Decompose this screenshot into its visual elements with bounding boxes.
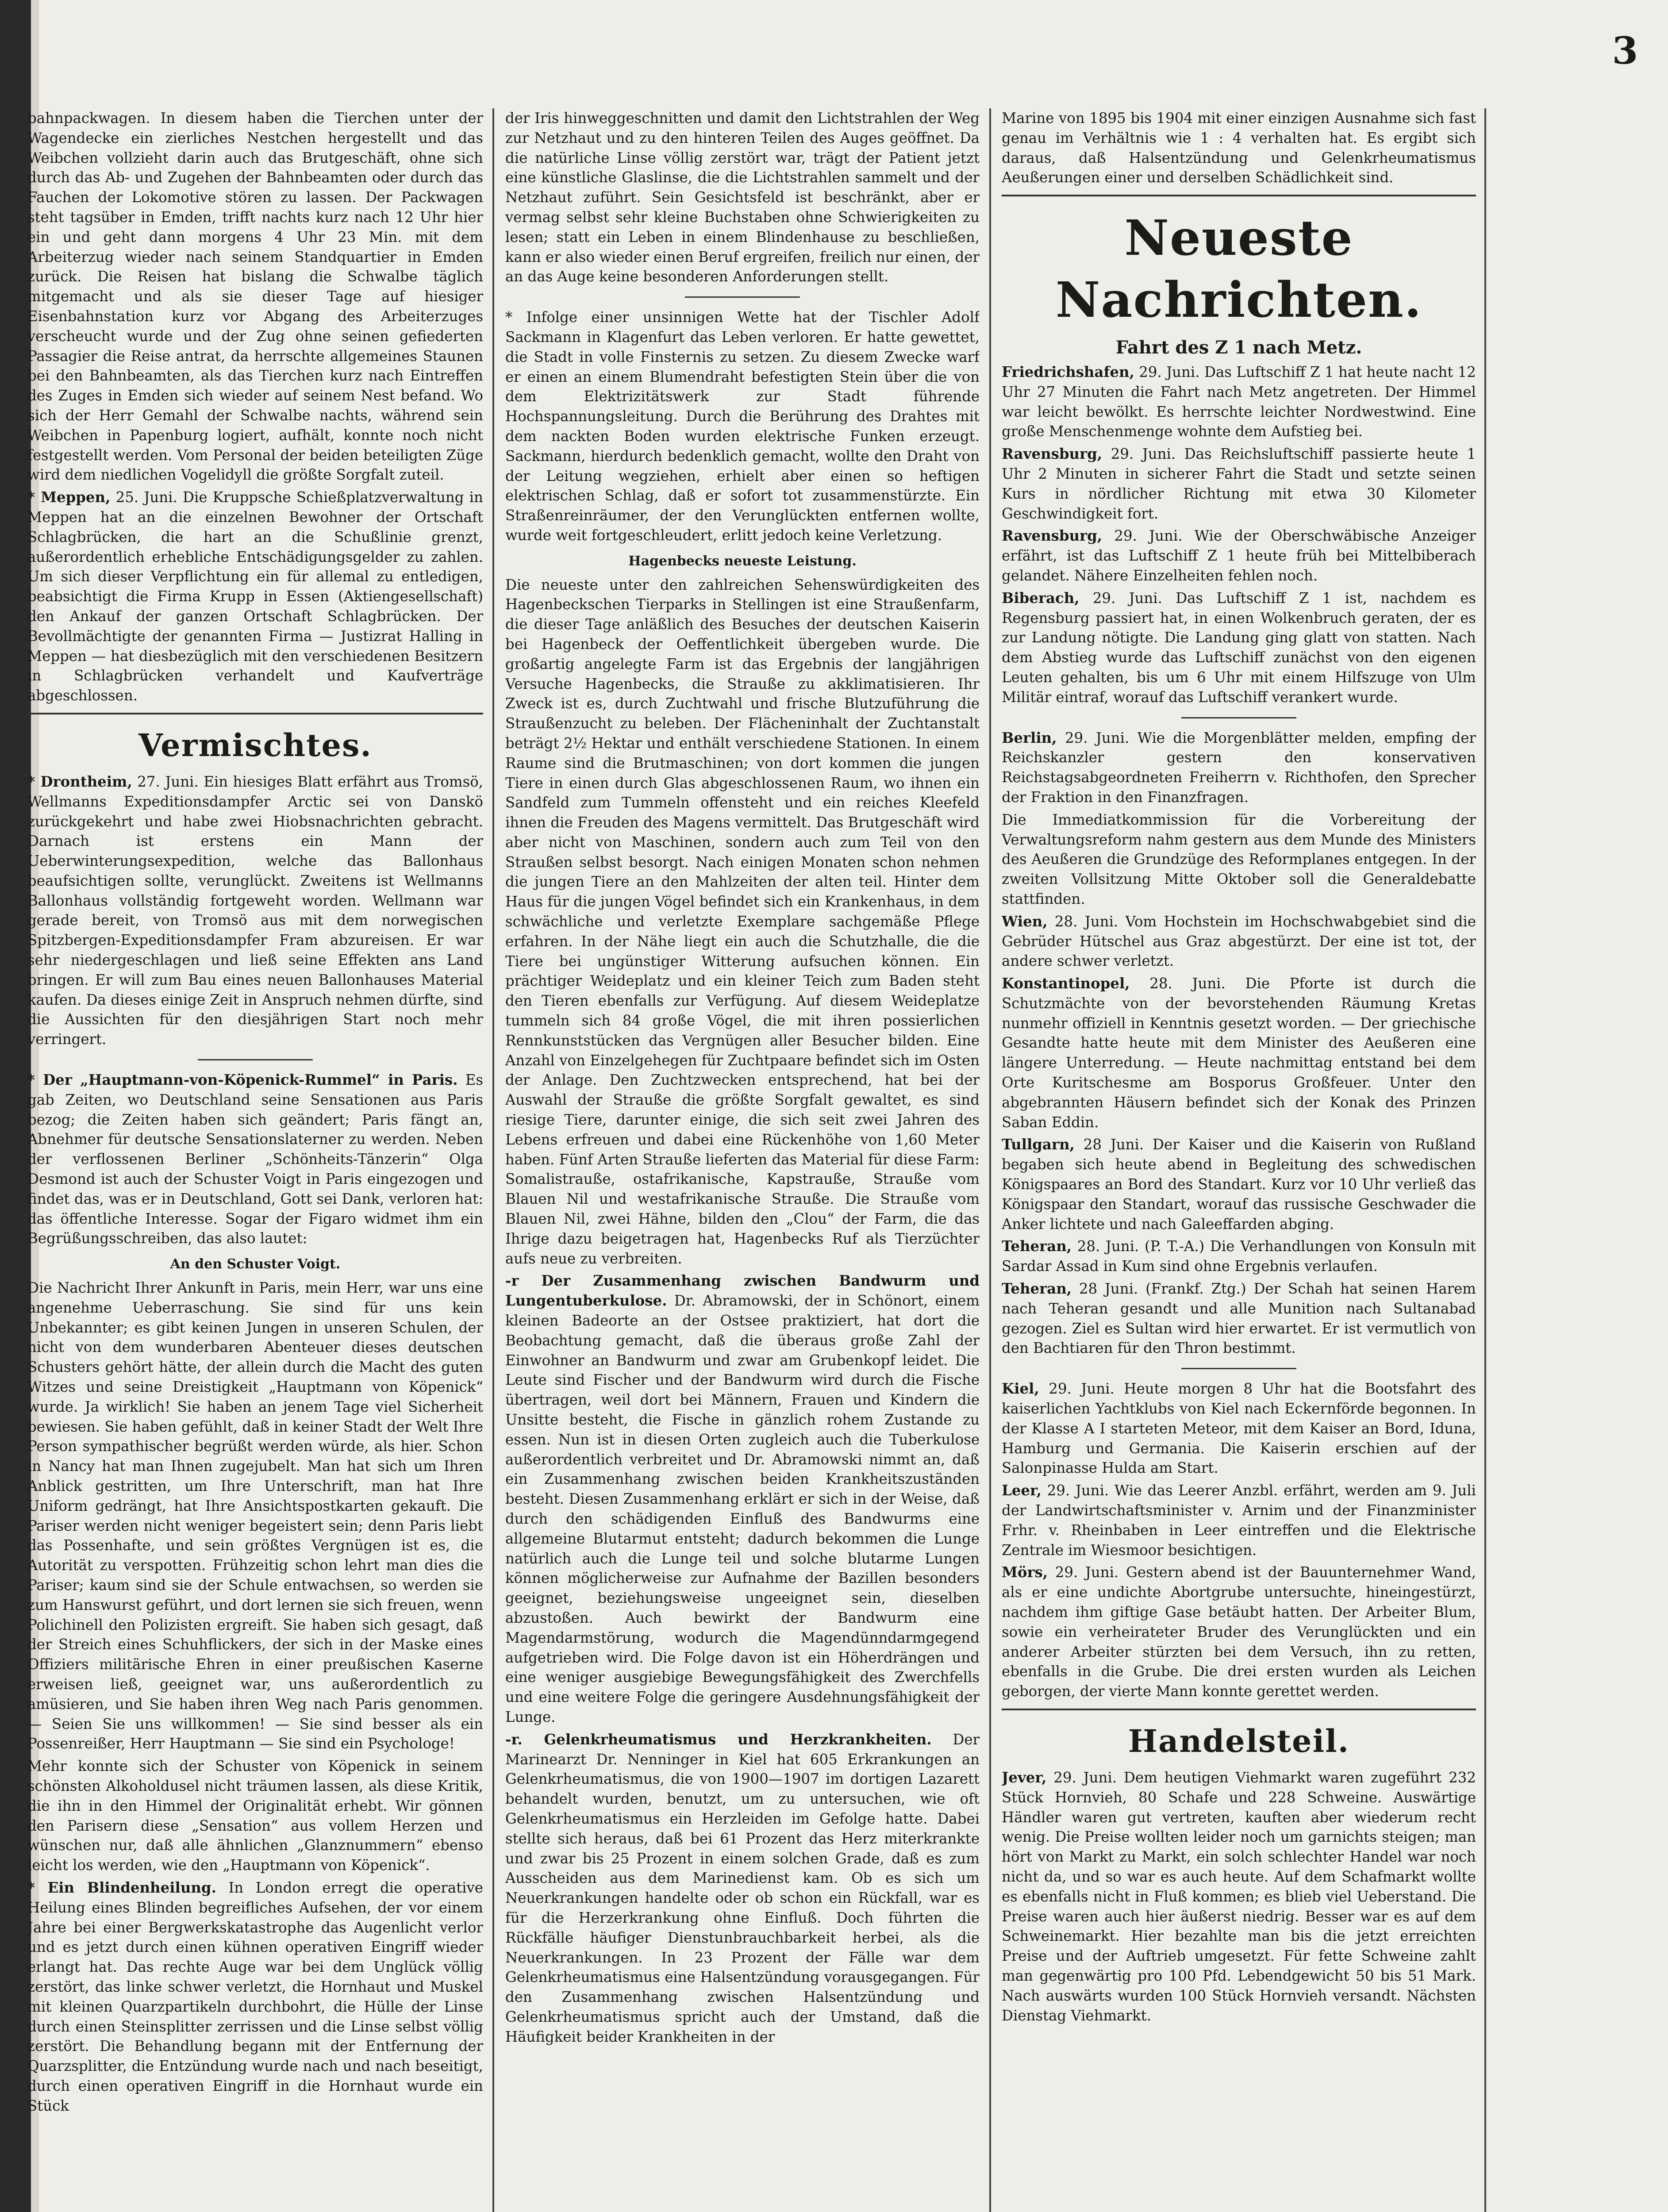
article-headline-hagenbeck: Hagenbecks neueste Leistung. <box>628 553 857 569</box>
article-meppen <box>27 488 483 706</box>
column-rule <box>989 108 991 2212</box>
article-rheumatismus <box>505 1730 980 2047</box>
article-text: Die neueste unter den zahlreichen Sehenswürdigkeiten des Hagenbeckschen Tierparks in Stellingen ist eine Straußenfarm, die dieser Tage anläßlich des Besuches der deutschen Kaiserin bei Hagenbeck der Oeffentlichkeit übergeben wurde. Die großartig angelegte Farm ist das Ergebnis der langjährigen Versuche Hagenbecks, die Strauße zu akklimatisieren. Ihr Zweck ist es, durch Zuchtwahl und frische Blutzuführung die Straußenzucht zu beleben. Der Flächeninhalt der Zuchtanstalt beträgt 2½ Hektar und enthält verschiedene Stationen. In einem Raume sind die Brutmaschinen; von dort kommen die jungen Tiere in einen durch Glas abgeschlossenen Raum, wo ihnen ein Sandfeld zum Tummeln offensteht und ein reiches Kleefeld ihnen die Freuden des Magens vermittelt. Das Brutgeschäft wird aber nicht von Maschinen, sondern auch zum Teil von den Straußen selbst besorgt. Nach einigen Monaten schon nehmen die jungen Tiere an den Mahlzeiten der alten teil. Hinter dem Haus für die jungen Vögel befindet sich ein Krankenhaus, in dem schwächliche und verletzte Exemplare sachgemäße Pflege erfahren. In der Nähe liegt ein auch die Schutzhalle, die die Tiere bei ungünstiger Witterung aufsuchen können. Ein prächtiger Weideplatz und ein kleiner Teich zum Baden steht den Tieren ebenfalls zur Verfügung. Auf diesem Weideplatze tummeln sich 84 große Vögel, die mit ihren possierlichen Rennkunststücken das Vergnügen aller Besucher bilden. Eine Anzahl von Einzelgehegen für Zuchtpaare befindet sich im Osten der Anlage. Den Zuchtzwecken entsprechend, hat bei der Auswahl der Strauße die größte Sorgfalt gewaltet, es sind riesige Tiere, darunter einige, die sich seit zwei Jahren des Lebens erfreuen und dabei eine Rückenhöhe von 1,60 Meter haben. Fünf Arten Strauße lieferten das Material für diese Farm: Somalistrauße, ostafrikanische, Kapstrauße, Strauße vom Blauen Nil und westafrikanische Strauße. Die Strauße vom Blauen Nil, zwei Hähne, bilden den „Clou“ der Farm, die das Ihrige dazu beigetragen hat, Hagenbecks Ruf als Tierzüchter aufs neue zu verbreiten. <box>505 576 980 1267</box>
news-item <box>1002 1481 1476 1560</box>
market-text: 29. Juni. Dem heutigen Viehmarkt waren zugeführt 232 Stück Hornvieh, 80 Schafe und 228 Schweine. Auswärtige Händler waren gut vertreten, kauften aber wiederum recht wenig. Die Preise wollten leider noch um garnichts steigen; man hört von Markt zu Markt, ein solch schlechter Handel war noch nicht da, und so war es auch heute. Auf dem Schafmarkt wollte es ebenfalls nicht in Fluß kommen; es blieb viel Ueberstand. Die Preise waren auch hier äußerst niedrig. Besser war es auf dem Schweinemarkt. Hier bezahlte man bis die jetzt erreichten Preise und der Auftrieb umgesetzt. Für fette Schweine zahlt man gegenwärtig pro 100 Pfd. Lebendgewicht 50 bis 51 Mark. Nach auswärts wurden 100 Stück Hornvieh versandt. Nächsten Dienstag Viehmarkt. <box>1002 1769 1476 2024</box>
news-text: 29. Juni. Wie das Leerer Anzbl. erfährt, werden am 9. Juli der Landwirtschaftsminister v. Arnim und der Finanzminister Frhr. v. Rheinbaben in Leer eintreffen und die Elektrische Zentrale im Wiesmoor besichtigen. <box>1002 1482 1476 1559</box>
dateline: Tullgarn, <box>1002 1136 1075 1153</box>
article-text: Marine von 1895 bis 1904 mit einer einzigen Ausnahme sich fast genau im Verhältnis wie 1 : 4 verhalten hat. Es ergibt sich daraus, daß Halsentzündung und Gelenkrheumatismus Aeußerungen einer und derselben Schädlichkeit sind. <box>1002 110 1476 186</box>
article-divider <box>685 296 800 298</box>
news-item <box>1002 912 1476 971</box>
section-divider <box>1002 1709 1476 1710</box>
news-text: 29. Juni. Wie der Oberschwäbische Anzeiger erfährt, ist das Luftschiff Z 1 heute früh bei Mittelbiberach gelandet. Nähere Einzelheiten fehlen noch. <box>1002 527 1476 584</box>
dateline: * Drontheim, <box>27 773 132 790</box>
dateline: Ravensburg, <box>1002 445 1103 463</box>
dateline: Ravensburg, <box>1002 527 1103 545</box>
dateline: Teheran, <box>1002 1280 1072 1298</box>
news-text: 29. Juni. Das Reichsluftschiff passierte heute 1 Uhr 2 Minuten in sicherer Fahrt die Stadt und setzte seinen Kurs in nördlicher Richtung mit etwa 30 Kilometer Geschwindigkeit fort. <box>1002 445 1476 522</box>
news-text: 29. Juni. Heute morgen 8 Uhr hat die Bootsfahrt des kaiserlichen Yachtklubs von Kiel nach Eckernförde begonnen. In der Klasse A I starteten Meteor, mit dem Kaiser an Bord, Iduna, Hamburg und Germania. Die Kaiserin erschien auf der Salonpinasse Hulda am Start. <box>1002 1380 1476 1477</box>
letter <box>27 1255 483 1754</box>
article-text: der Iris hinweggeschnitten und damit den Lichtstrahlen der Weg zur Netzhaut und zu den hinteren Teilen des Auges geöffnet. Da die natürliche Linse völlig zerstört war, trägt der Patient jetzt eine künstliche Glaslinse, die die Lichtstrahlen sammelt und der Netzhaut zuführt. Sein Gesichtsfeld ist beschränkt, aber er vermag selbst sehr kleine Buchstaben ohne Schwierigkeiten zu lesen; statt ein Leben in einem Blindenhause zu beschließen, kann er also wieder einen Beruf ergreifen, freilich nur einen, der an das Auge keine besonderen Anforderungen stellt. <box>505 110 980 285</box>
section-divider <box>1002 195 1476 196</box>
dateline: Berlin, <box>1002 729 1057 746</box>
article-text: Die Nachricht Ihrer Ankunft in Paris, mein Herr, war uns eine angenehme Ueberraschung. Sie sind für uns kein Unbekannter; es gibt keinen Jungen in unseren Schulen, der nicht von dem wunderbaren Abenteuer dieses deutschen Schusters gehört hätte, der allein durch die Macht des guten Witzes und seine Dreistigkeit „Hauptmann von Köpenick“ wurde. Ja wirklich! Sie haben an jenem Tage viel Sicherheit bewiesen. Sie haben gefühlt, daß in keiner Stadt der Welt Ihre Person sympathischer begrüßt werden würde, als hier. Schon in Nancy hat man Ihnen zugejubelt. Man hat sich um Ihren Anblick gestritten, um Ihre Unterschrift, man hat Ihre Uniform gedrängt, hat Ihre Ansichtspostkarten gekauft. Die Pariser werden nicht weniger begeistert sein; denn Paris liebt das Possenhafte, und sein größtes Vergnügen ist es, die Autorität zu verspotten. Frühzeitig schon lehrt man dies die Pariser; kaum sind sie der Schule entwachsen, so werden sie zum Hanswurst geführt, und dort lernen sie sich freuen, wenn Polichinell den Polizisten ergreift. Sie haben sich gesagt, daß der Streich eines Schuhflickers, der sich in der Maske eines Offiziers militärische Ehren in einer preußischen Kaserne erweisen ließ, geeignet war, uns außerordentlich zu amüsieren, und Sie haben ihren Weg nach Paris genommen. — Seien Sie uns willkommen! — Sie sind besser als ein Possenreißer, Herr Hauptmann — Sie sind ein Psychologe! <box>27 1279 483 1752</box>
section-heading-neueste-nachrichten: Neueste Nachrichten. <box>1055 209 1422 329</box>
dateline: Leer, <box>1002 1482 1042 1499</box>
article-divider <box>198 1059 313 1060</box>
article-bandwurm <box>505 1271 980 1727</box>
column-1 <box>27 108 483 2212</box>
news-item <box>1002 1237 1476 1276</box>
news-text: 29. Juni. Wie die Morgenblätter melden, empfing der Reichskanzler gestern den konservativen Reichstagsabgeordneten Freiherrn v. Richthofen, den Sprecher der Fraktion in den Finanzfragen. <box>1002 729 1476 806</box>
article-divider <box>1181 1368 1296 1369</box>
article-blindenheilung <box>27 1878 483 2116</box>
dateline: Teheran, <box>1002 1238 1072 1255</box>
article-text: 25. Juni. Die Kruppsche Schießplatzverwaltung in Meppen hat an die einzelnen Bewohner der Ortschaft Schlagbrücken, die hart an die Schußlinie grenzt, außerordentlich erhebliche Entschädigungsgelder zu zahlen. Um sich dieser Verpflichtung ein für allemal zu entledigen, beabsichtigt die Firma Krupp in Essen (Aktiengesellschaft) den Ankauf der ganzen Ortschaft Schlagbrücken. Der Bevollmächtigte der genannten Firma — Justizrat Halling in Meppen — hat diesbezüglich mit den verschiedenen Besitzern in Schlagbrücken verhandelt und Kaufverträge abgeschlossen. <box>27 489 483 704</box>
dateline: * Meppen, <box>27 489 111 506</box>
article-headline: -r Der Zusammenhang zwischen Bandwurm und Lungentuberkulose. <box>505 1272 980 1310</box>
article-text: Mehr konnte sich der Schuster von Köpenick in seinem schönsten Alkoholdusel nicht träumen lassen, als diese Kritik, die ihn in den Himmel der Originalität erhebt. Wir gönnen den Parisern diese „Sensation“ aus vollem Herzen und wünschen nur, daß alle ähnlichen „Glanznummern“ ebenso leicht los werden, wie den „Hauptmann von Köpenick“. <box>27 1758 483 1874</box>
article-headline: -r. Gelenkrheumatismus und Herzkrankheiten. <box>505 1731 932 1748</box>
subheading-zeppelin: Fahrt des Z 1 nach Metz. <box>1115 337 1362 358</box>
market-report <box>1002 1768 1476 2025</box>
news-text: 28. Juni. Vom Hochstein im Hochschwabgebiet sind die Gebrüder Hütschel aus Graz abgestürzt. Der eine ist tot, der andere schwer verletzt. <box>1002 913 1476 970</box>
article-text: bahnpackwagen. In diesem haben die Tierchen unter der Wagendecke ein zierliches Nestchen hergestellt und das Weibchen vollzieht darin auch das Brutgeschäft, ohne sich durch das Ab- und Zugehen der Bahnbeamten oder durch das Fauchen der Lokomotive stören zu lassen. Der Packwagen steht tagsüber in Emden, trifft nachts kurz nach 12 Uhr hier ein und geht dann morgens 4 Uhr 23 Min. mit dem Arbeiterzug wieder nach seinem Standquartier in Emden zurück. Die Reisen hat bislang die Schwalbe täglich mitgemacht und als sie dieser Tage auf hiesiger Eisenbahnstation kurz vor Abgang des Arbeiterzuges verscheucht wurde und der Zug ohne seinen gefiederten Passagier die Reise antrat, da herrschte allgemeines Staunen bei den Bahnbeamten, als das Tierchen kurz nach Eintreffen des Zuges in Emden sich wieder auf seinem Nest befand. Wo sich der Herr Gemahl der Schwalbe nachts, während sein Weibchen in Papenburg logiert, aufhält, konnte noch nicht festgestellt werden. Vom Personal der beiden beteiligten Züge wird dem niedlichen Vogelidyll die größte Sorgfalt zuteil. <box>27 110 483 484</box>
dateline: Friedrichshafen, <box>1002 363 1134 380</box>
news-text: 28. Juni. Die Pforte ist durch die Schutzmächte von der bevorstehenden Räumung Kretas nunmehr offiziell in Kenntnis gesetzt worden. — Der griechische Gesandte hatte heute mit dem Minister des Aeußeren eine längere Unterredung. — Heute nachmittag entstand bei dem Orte Kuritschesme am Bosporus Großfeuer. Unter den abgebrannten Häusern befindet sich der Konak des Prinzen Saban Eddin. <box>1002 975 1476 1131</box>
article-headline: * Der „Hauptmann-von-Köpenick-Rummel“ in Paris. <box>27 1071 458 1089</box>
letter-salutation: An den Schuster Voigt. <box>170 1256 341 1272</box>
news-text: 29. Juni. Das Luftschiff Z 1 hat heute nacht 12 Uhr 27 Minuten die Fahrt nach Metz angetreten. Der Himmel war leicht bewölkt. Es herrschte leichter Nordwestwind. Eine große Menschenmenge wohnte dem Aufstieg bei. <box>1002 363 1476 440</box>
dateline: Biberach, <box>1002 589 1080 607</box>
news-text: 28 Juni. (Frankf. Ztg.) Der Schah hat seinen Harem nach Teheran gesandt und alle Munition nach Sultanabad gezogen. Ziel es Sultan wird hier erwartet. Er ist vermutlich von den Bachtiaren für den Thron bestimmt. <box>1002 1280 1476 1357</box>
section-divider <box>27 713 483 714</box>
article-klagenfurt: * Infolge einer unsinnigen Wette hat der Tischler Adolf Sackmann in Klagenfurt das Leben verloren. Er hatte gewettet, die Stadt in volle Finsternis zu setzen. Zu diesem Zwecke warf er einen an einem Blumendraht befestigten Stein über die von dem Elektrizitätswerk zur Stadt führende Hochspannungsleitung. Durch die Berührung des Drahtes mit dem nackten Boden wurden elektrische Funken erzeugt. Sackmann, hierdurch bedenklich gemacht, wollte den Draht von der Leitung wegziehen, erhielt aber einen so heftigen elektrischen Schlag, daß er sofort tot zusammenstürzte. Ein Straßenreinräumer, der den Verunglückten entfernen wollte, wurde weit fortgeschleudert, erlitt jedoch keine Verletzung. <box>505 309 980 544</box>
article-text: Der Marinearzt Dr. Nenninger in Kiel hat 605 Erkrankungen an Gelenkrheumatismus, die von 1900—1907 im dortigen Lazarett behandelt wurden, benutzt, um zu untersuchen, wie oft Gelenkrheumatismus ein Herzleiden im Gefolge hatte. Dabei stellte sich heraus, daß bei 61 Prozent das Herz miterkrankte und zwar bis 25 Prozent in einem solchen Grade, daß es zum Ausscheiden aus dem Marinedienst kam. Ob es sich um Neuerkrankungen handelte oder ob schon ein Rückfall, war es für die Herzerkrankung ohne Einfluß. Doch führten die Rückfälle häufiger Dienstunbrauchbarkeit herbei, als die Neuerkrankungen. In 23 Prozent der Fälle war dem Gelenkrheumatismus eine Halsentzündung vorausgegangen. Für den Zusammenhang zwischen Halsentzündung und Gelenkrheumatismus spricht auch der Umstand, daß die Häufigkeit beider Krankheiten in der <box>505 1731 980 2045</box>
news-item <box>1002 1379 1476 1478</box>
section-heading-vermischtes: Vermischtes. <box>138 726 372 764</box>
article-text: 27. Juni. Ein hiesiges Blatt erfährt aus Tromsö, Wellmanns Expeditionsdampfer Arctic sei von Danskö zurückgekehrt und habe zwei Hiobsnachrichten gebracht. Darnach ist erstens ein Mann der Ueberwinterungsexpedition, welche das Ballonhaus beaufsichtigen sollte, verunglückt. Zweitens ist Wellmanns Ballonhaus vollständig fortgeweht worden. Wellmann war gerade bereit, von Tromsö aus mit dem norwegischen Spitzbergen-Expeditionsdampfer Fram abzureisen. Er war sehr niedergeschlagen und ließ seine Effekten ans Land bringen. Er will zum Bau eines neuen Ballonhauses Material kaufen. Da dieses einige Zeit in Anspruch nehmen dürfte, sind die Aussichten für den diesjährigen Start noch mehr verringert. <box>27 773 483 1048</box>
dateline: Kiel, <box>1002 1380 1039 1398</box>
column-2 <box>505 108 980 2212</box>
news-item <box>1002 728 1476 807</box>
article-koepenick <box>27 1070 483 1248</box>
news-item <box>1002 588 1476 707</box>
news-item <box>1002 444 1476 523</box>
news-text: 29. Juni. Gestern abend ist der Bauunternehmer Wand, als er eine undichte Abortgrube untersuchte, hineingestürzt, nachdem ihm giftige Gase betäubt hatten. Der Arbeiter Blum, sowie ein verheirateter Bruder des Verunglückten und ein anderer Arbeiter stürzten bei dem Versuch, ihn zu retten, ebenfalls in die Grube. Die drei ersten wurden als Leichen geborgen, der vierte Mann konnte gerettet werden. <box>1002 1564 1476 1700</box>
news-text: 28 Juni. Der Kaiser und die Kaiserin von Rußland begaben sich heute abend in Begleitung des schwedischen Königspaares an Bord des Standart. Kurz vor 10 Uhr verließ das Königspaar den Standart, worauf das russische Geschwader die Anker lichtete und nach Galeeffarden abging. <box>1002 1136 1476 1233</box>
dateline: Konstantinopel, <box>1002 975 1130 992</box>
column-rule <box>1484 108 1486 2212</box>
news-item <box>1002 362 1476 442</box>
news-item <box>1002 974 1476 1132</box>
news-item <box>1002 526 1476 585</box>
article-drontheim <box>27 772 483 1049</box>
dateline: Wien, <box>1002 913 1048 930</box>
section-heading-handelsteil: Handelsteil. <box>1128 1722 1350 1759</box>
news-item <box>1002 1135 1476 1234</box>
article-divider <box>1181 717 1296 718</box>
news-item: Die Immediatkommission für die Vorbereitung der Verwaltungsreform nahm gestern aus dem Munde des Ministers des Aeußeren die Grundzüge des Reformplanes entgegen. In der zweiten Vollsitzung Mitte Oktober soll die Generaldebatte stattfinden. <box>1002 811 1476 907</box>
news-item <box>1002 1279 1476 1358</box>
page-number: 3 <box>1612 29 1638 73</box>
dateline: Mörs, <box>1002 1564 1048 1581</box>
article-text: Dr. Abramowski, der in Schönort, einem kleinen Badeorte an der Ostsee praktiziert, hat dort die Beobachtung gemacht, daß die überaus große Zahl der Einwohner an Bandwurm und zwar am Grubenkopf leidet. Die Leute sind Fischer und der Bandwurm wird durch die Fische übertragen, weil dort bei Männern, Frauen und Kindern die Unsitte besteht, die Fische in gänzlich rohem Zustande zu essen. Nun ist in diesen Orten zugleich auch die Tuberkulose außerordentlich verbreitet und Dr. Abramowski nimmt an, daß ein Zusammenhang zwischen beiden Krankheitszuständen besteht. Diesen Zusammenhang erklärt er sich in der Weise, daß durch den schädigenden Einfluß des Bandwurms eine allgemeine Blutarmut entsteht; dadurch bekommen die Lunge natürlich auch die Lunge teil und solche blutarme Lungen können möglicherweise zur Aufnahme der Bazillen besonders geeignet, beziehungsweise ungeeignet sein, dieselben abzustoßen. Auch bewirkt der Bandwurm eine Magendarmstörung, wodurch die Magendünndarmgegend aufgetrieben wird. Die Folge davon ist ein Höherdrängen und eine weniger ausgiebige Bewegungsfähigkeit des Zwerchfells und eine weitere Folge die geringere Ausdehnungsfähigkeit der Lunge. <box>505 1292 980 1725</box>
news-text: 28. Juni. (P. T.-A.) Die Verhandlungen von Konsuln mit Sardar Assad in Kum sind ohne Ergebnis verlaufen. <box>1002 1238 1476 1275</box>
article-text: Es gab Zeiten, wo Deutschland seine Sensationen aus Paris bezog; die Zeiten haben sich geändert; Paris fängt an, Abnehmer für deutsche Sensationslaterner zu werden. Neben der verflossenen Berliner „Schönheits-Tänzerin“ Olga Desmond ist auch der Schuster Voigt in Paris eingezogen und findet das, was er in Deutschland, Gott sei Dank, verloren hat: das öffentliche Interesse. Sogar der Figaro widmet ihm ein Begrüßungsschreiben, das also lautet: <box>27 1071 483 1247</box>
column-rule <box>492 108 494 2212</box>
dateline: Jever, <box>1002 1769 1047 1786</box>
article-headline: * Ein Blindenheilung. <box>27 1879 216 1896</box>
binding-gutter <box>0 0 31 2212</box>
article-text: In London erregt die operative Heilung eines Blinden begreifliches Aufsehen, der vor einem Jahre bei einer Bergwerkskatastrophe das Augenlicht verlor und es jetzt durch einen kühnen operativen Eingriff wieder erlangt hat. Das rechte Auge war bei dem Unglück völlig zerstört, das linke schwer verletzt, die Hornhaut und Muskel mit kleinen Quarzpartikeln durchbohrt, die Hülle der Linse durch einen Steinsplitter zerrissen und die Linse selbst völlig zerstört. Die Behandlung begann mit der Entfernung der Quarzsplitter, die Entzündung wurde nach und nach beseitigt, durch einen operativen Eingriff in die Hornhaut wurde ein Stück <box>27 1879 483 2114</box>
news-item <box>1002 1563 1476 1701</box>
column-3 <box>1002 108 1476 2212</box>
news-text: 29. Juni. Das Luftschiff Z 1 ist, nachdem es Regensburg passiert hat, in einen Wolkenbruch geraten, der es zur Landung nötigte. Die Landung ging glatt von statten. Nach dem Abstieg wurde das Luftschiff zunächst von den eigenen Leuten gehalten, bis um 6 Uhr mit einem Hilfszuge von Ulm Militär eintraf, worauf das Luftschiff verankert wurde. <box>1002 589 1476 706</box>
